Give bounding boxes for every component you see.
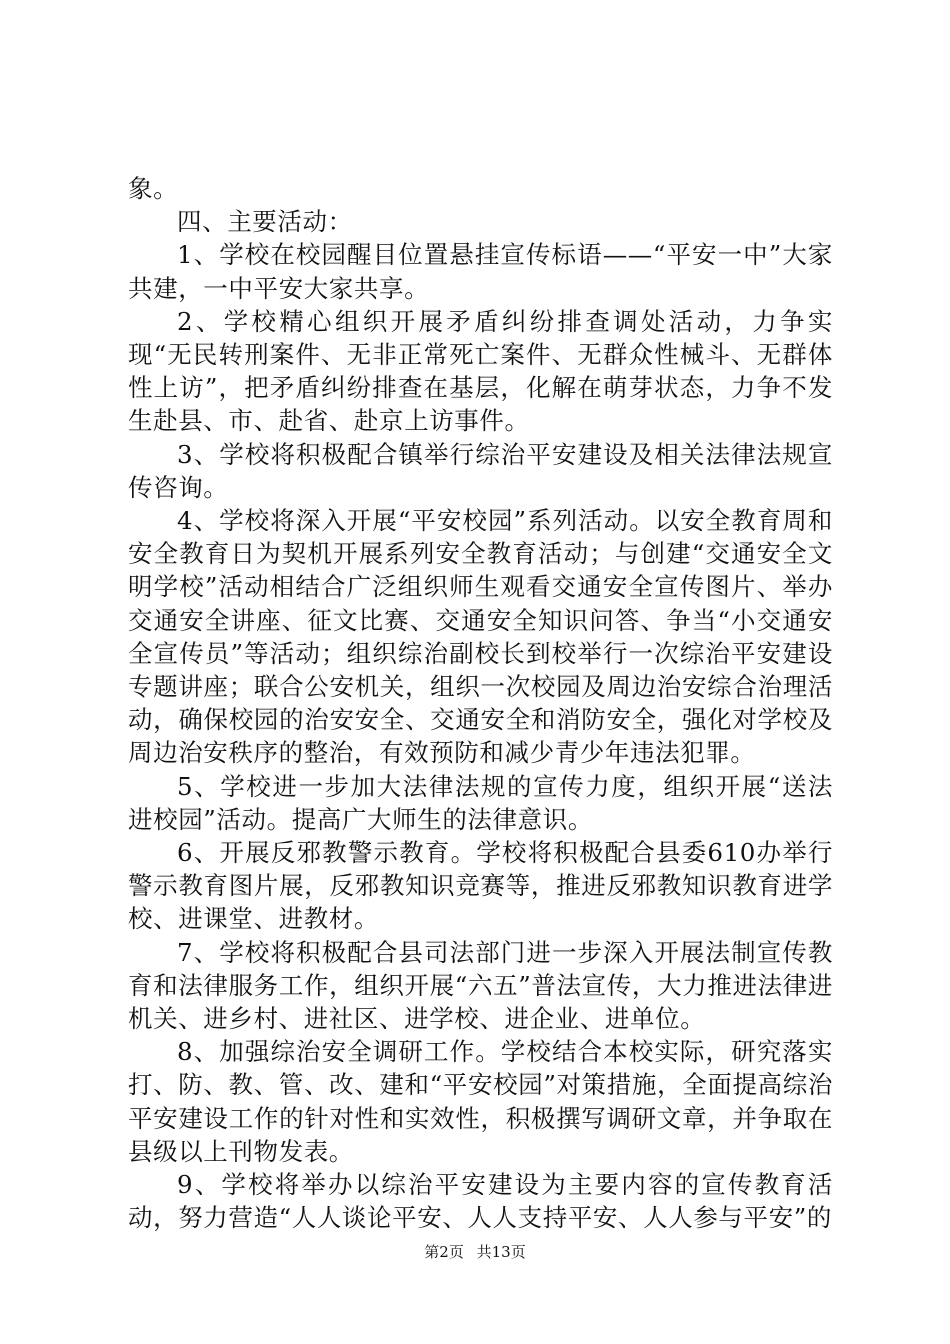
page-total: 共13页 xyxy=(476,1243,526,1261)
paragraph-item-8: 8、加强综治安全调研工作。学校结合本校实际，研究落实打、防、教、管、改、建和“平安校园”对策措施，全面提高综治平安建设工作的针对性和实效性，积极撰写调研文章，并争取在县级以上刊物发表。 xyxy=(128,1037,833,1166)
section-heading-main-activities: 四、主要活动： xyxy=(177,207,353,237)
page-number: 第2页 xyxy=(424,1243,464,1261)
paragraph-item-3: 3、学校将积极配合镇举行综治平安建设及相关法律法规宣传咨询。 xyxy=(128,439,833,502)
paragraph-item-9: 9、学校将举办以综治平安建设为主要内容的宣传教育活动，努力营造“人人谈论平安、人人支持平安、人人参与平安”的 xyxy=(128,1170,833,1233)
paragraph-item-5: 5、学校进一步加大法律法规的宣传力度，组织开展“送法进校园”活动。提高广大师生的法律意识。 xyxy=(128,771,833,834)
paragraph-continuation: 象。 xyxy=(128,174,179,203)
paragraph-item-2: 2、学校精心组织开展矛盾纠纷排查调处活动，力争实现“无民转刑案件、无非正常死亡案件、无群众性械斗、无群体性上访”，把矛盾纠纷排查在基层，化解在萌芽状态，力争不发生赴县、市、赴省、赴京上访事件。 xyxy=(128,306,833,436)
page-footer xyxy=(0,1242,950,1262)
paragraph-item-1: 1、学校在校园醒目位置悬挂宣传标语——“平安一中”大家共建，一中平安大家共享。 xyxy=(128,240,833,303)
paragraph-item-4: 4、学校将深入开展“平安校园”系列活动。以安全教育周和安全教育日为契机开展系列安全教育活动；与创建“交通安全文明学校”活动相结合广泛组织师生观看交通安全宣传图片、举办交通安全讲座、征文比赛、交通安全知识问答、争当“小交通安全宣传员”等活动；组织综治副校长到校举行一次综治平安建设专题讲座；联合公安机关，组织一次校园及周边治安综合治理活动，确保校园的治安安全、交通安全和消防安全，强化对学校及周边治安秩序的整治，有效预防和减少青少年违法犯罪。 xyxy=(128,506,833,768)
document-body xyxy=(128,172,833,1235)
paragraph-item-6: 6、开展反邪教警示教育。学校将积极配合县委610办举行警示教育图片展，反邪教知识竞赛等，推进反邪教知识教育进学校、进课堂、进教材。 xyxy=(128,838,833,934)
paragraph-item-7: 7、学校将积极配合县司法部门进一步深入开展法制宣传教育和法律服务工作，组织开展“六五”普法宣传，大力推进法律进机关、进乡村、进社区、进学校、进企业、进单位。 xyxy=(128,937,833,1034)
